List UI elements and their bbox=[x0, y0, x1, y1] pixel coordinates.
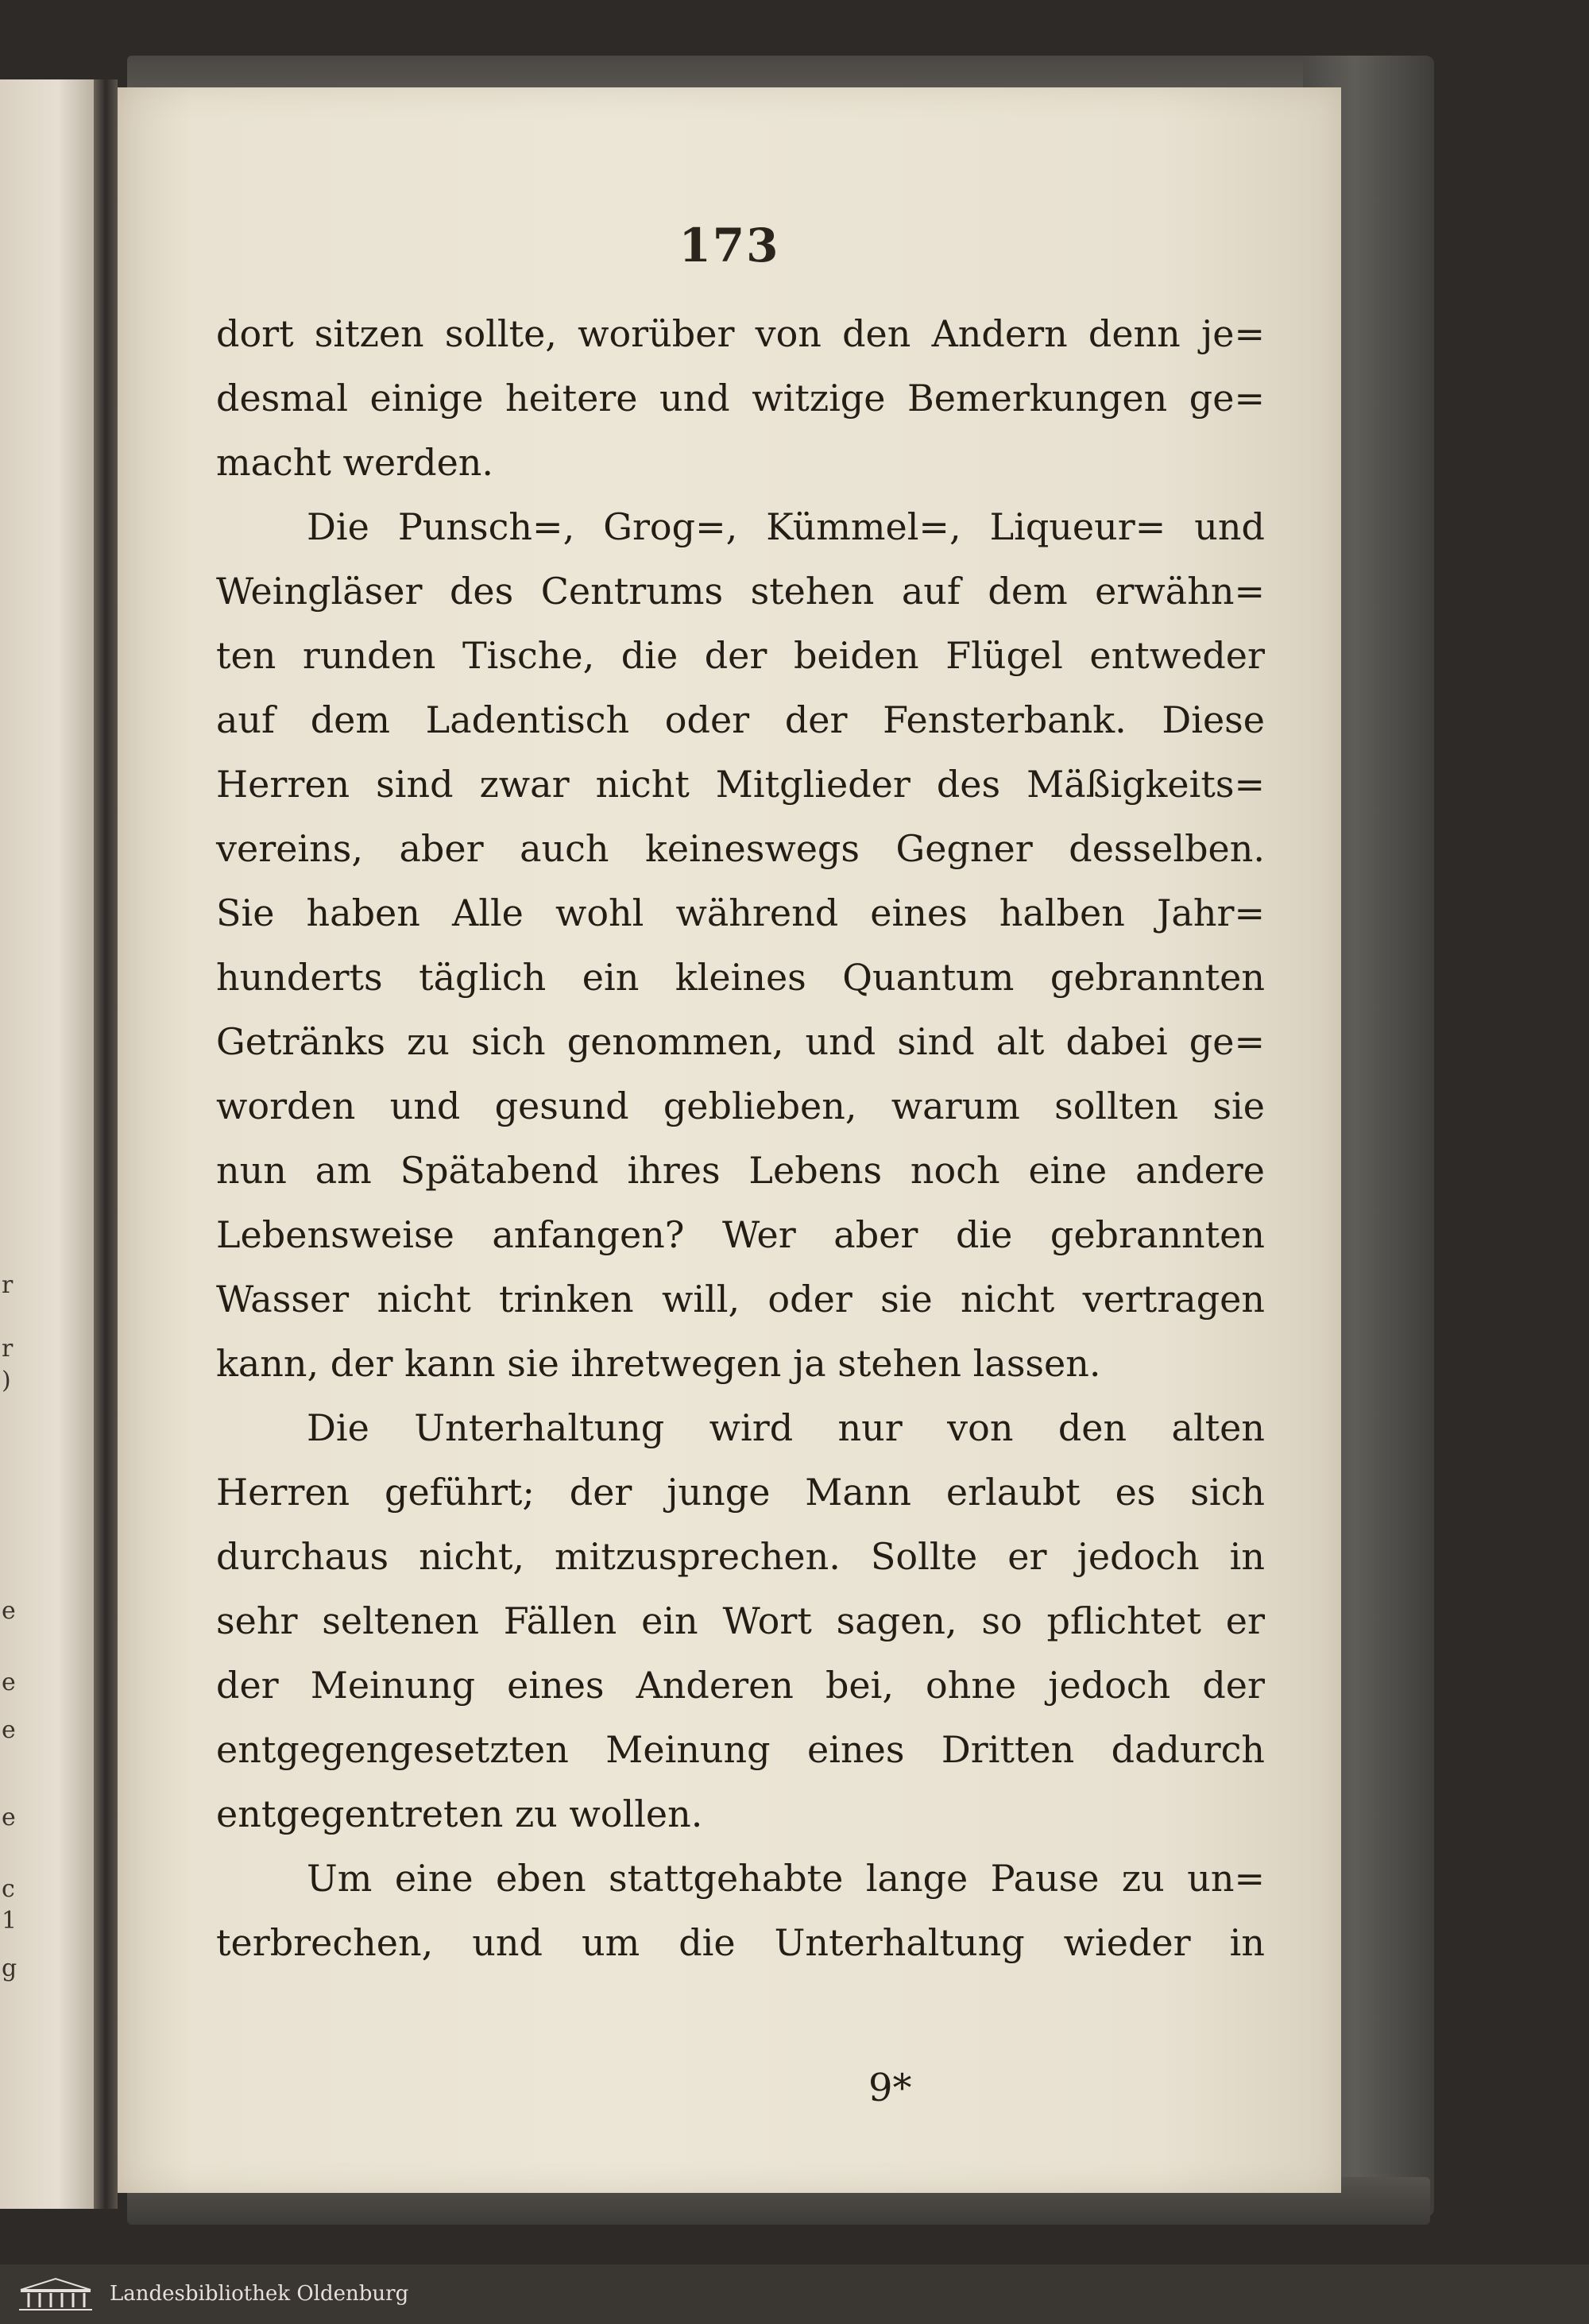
text-line: Die Punsch=, Grog=, Kümmel=, Liqueur= und bbox=[307, 505, 1265, 548]
text-line: durchaus nicht, mitzusprechen. Sollte er jedoch in bbox=[216, 1535, 1265, 1578]
text-line: auf dem Ladentisch oder der Fensterbank. Diese bbox=[216, 698, 1265, 741]
text-line: Wasser nicht trinken will, oder sie nicht vertragen bbox=[216, 1278, 1265, 1321]
text-line: Getränks zu sich genommen, und sind alt dabei ge= bbox=[216, 1020, 1265, 1063]
text-line: worden und gesund geblieben, warum sollten sie bbox=[216, 1085, 1265, 1127]
text-line: Sie haben Alle wohl während eines halben Jahr= bbox=[216, 891, 1265, 934]
text-line: Lebensweise anfangen? Wer aber die gebrannten bbox=[216, 1213, 1265, 1256]
text-line: terbrechen, und um die Unterhaltung wieder in bbox=[216, 1921, 1265, 1964]
text-line: kann, der kann sie ihretwegen ja stehen lassen. bbox=[216, 1342, 1101, 1385]
left-page-edge bbox=[0, 79, 95, 2209]
text-line: Weingläser des Centrums stehen auf dem erwähn= bbox=[216, 570, 1265, 613]
page-number: 173 bbox=[679, 218, 780, 273]
text-line: entgegentreten zu wollen. bbox=[216, 1792, 703, 1835]
text-line: dort sitzen sollte, worüber von den Andern denn je= bbox=[216, 312, 1265, 355]
text-line: hunderts täglich ein kleines Quantum gebrannten bbox=[216, 956, 1265, 999]
text-line: desmal einige heitere und witzige Bemerkungen ge= bbox=[216, 377, 1265, 420]
book-page bbox=[118, 87, 1341, 2193]
book-gutter bbox=[94, 79, 118, 2209]
text-line: vereins, aber auch keineswegs Gegner desselben. bbox=[216, 827, 1265, 870]
footer-bar bbox=[0, 2264, 1589, 2324]
text-line: Um eine eben stattgehabte lange Pause zu un= bbox=[307, 1857, 1265, 1900]
text-line: Herren sind zwar nicht Mitglieder des Mäßigkeits= bbox=[216, 763, 1265, 806]
library-name: Landesbibliothek Oldenburg bbox=[110, 2282, 409, 2306]
text-line: der Meinung eines Anderen bei, ohne jedoch der bbox=[216, 1664, 1265, 1707]
text-line: sehr seltenen Fällen ein Wort sagen, so pflichtet er bbox=[216, 1599, 1265, 1642]
left-page-glyphs: r r ) e e e e c 1 g bbox=[2, 1271, 17, 1982]
text-line: macht werden. bbox=[216, 441, 494, 484]
library-building-icon bbox=[16, 2276, 95, 2314]
text-line: ten runden Tische, die der beiden Flügel entweder bbox=[216, 634, 1265, 677]
text-line: Die Unterhaltung wird nur von den alten bbox=[307, 1406, 1265, 1449]
text-line: Herren geführt; der junge Mann erlaubt es sich bbox=[216, 1471, 1265, 1514]
signature-mark: 9* bbox=[868, 2066, 912, 2110]
text-line: nun am Spätabend ihres Lebens noch eine andere bbox=[216, 1149, 1265, 1192]
text-line: entgegengesetzten Meinung eines Dritten dadurch bbox=[216, 1728, 1265, 1771]
